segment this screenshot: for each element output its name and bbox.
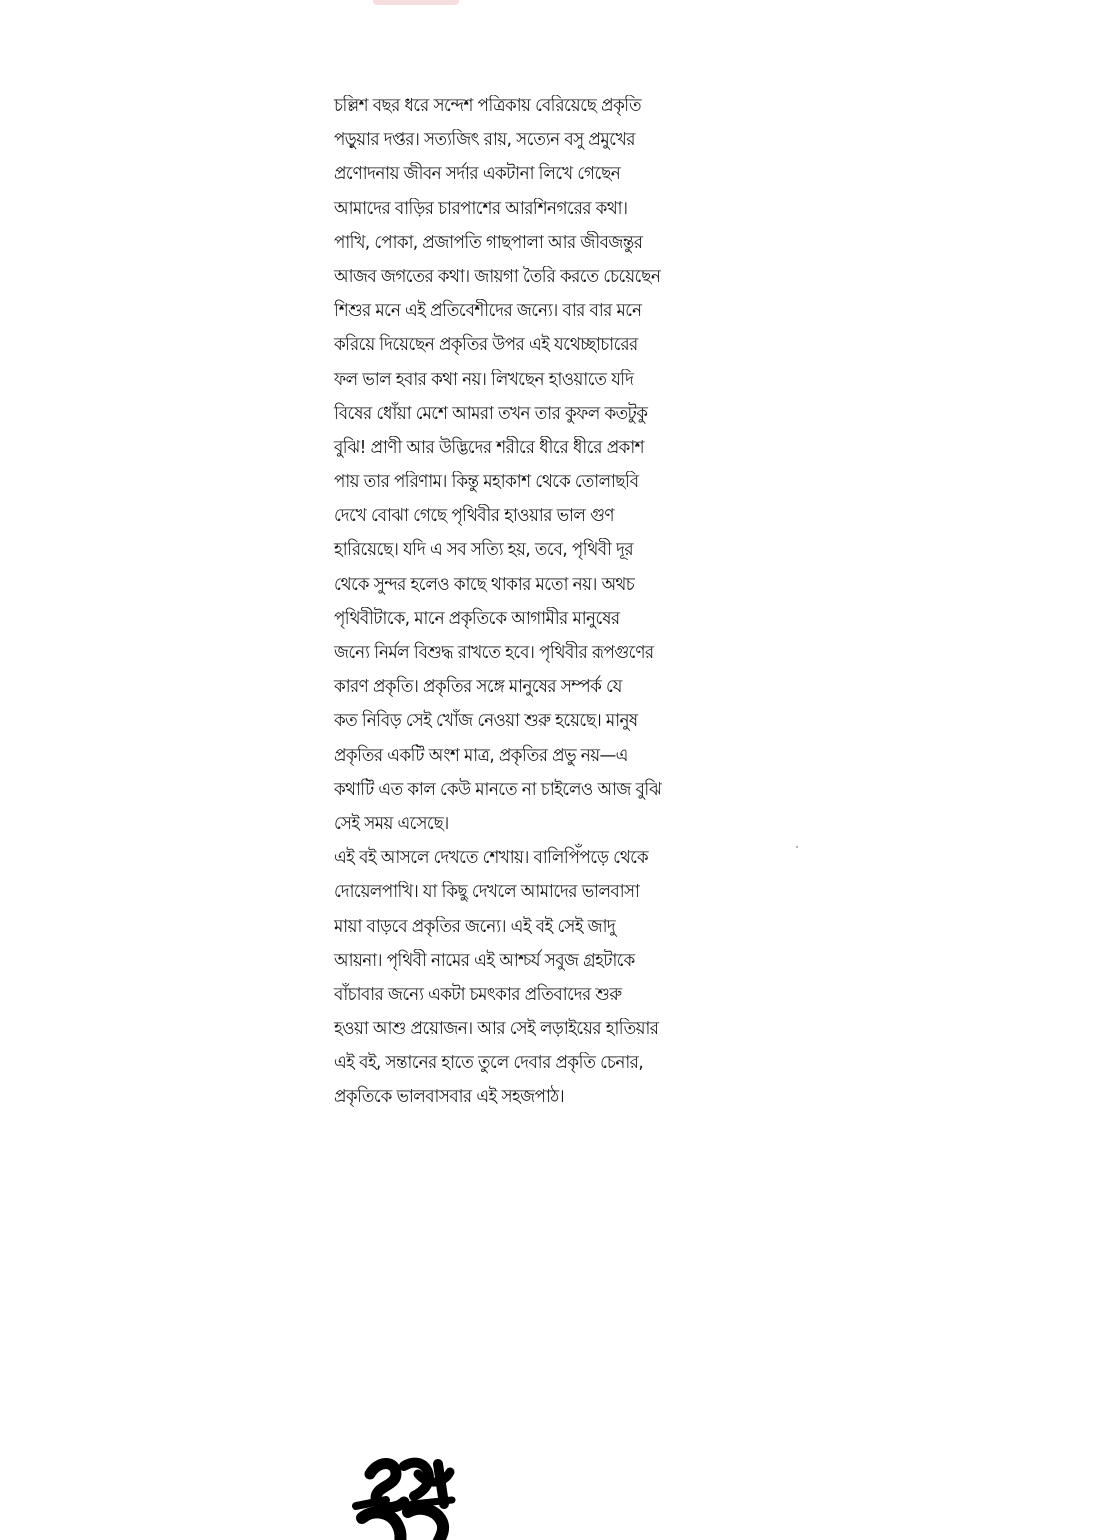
scan-speck (796, 846, 798, 848)
blurb-line: হওয়া আশু প্রয়োজন। আর সেই লড়াইয়ের হাতিয়ার (334, 1018, 659, 1040)
blurb-line: পৃথিবীটাকে, মানে প্রকৃতিকে আগামীর মানুষের (334, 607, 620, 629)
blurb-line: আমাদের বাড়ির চারপাশের আরশিনগরের কথা। (334, 197, 628, 219)
back-cover-blurb (334, 89, 724, 1115)
blurb-line: সেই সময় এসেছে। (334, 812, 449, 834)
blurb-line: বাঁচাবার জন্যে একটা চমৎকার প্রতিবাদের শুরু (334, 983, 622, 1005)
blurb-line: বিষের ধোঁয়া মেশে আমরা তখন তার কুফল কতটুকু (334, 402, 648, 424)
blurb-line: প্রকৃতিকে ভালবাসবার এই সহজপাঠ। (334, 1086, 565, 1108)
blurb-line: প্রকৃতির একটি অংশ মাত্র, প্রকৃতির প্রভু নয়—এ (334, 744, 628, 766)
blurb-line: কত নিবিড় সেই খোঁজ নেওয়া শুরু হয়েছে। মানুষ (334, 710, 638, 732)
blurb-line: দোয়েলপাখি। যা কিছু দেখলে আমাদের ভালবাসা (334, 881, 640, 903)
blurb-line: বুঝি! প্রাণী আর উদ্ভিদের শরীরে ধীরে ধীরে প্রকাশ (334, 436, 645, 458)
blurb-line: আয়না। পৃথিবী নামের এই আশ্চর্য সবুজ গ্রহটাকে (334, 949, 635, 971)
blurb-line: এই বই আসলে দেখতে শেখায়। বালিপিঁপড়ে থেকে (334, 847, 649, 869)
blurb-line: হারিয়েছে। যদি এ সব সত্যি হয়, তবে, পৃথিবী দূর (334, 539, 633, 561)
blurb-line: মায়া বাড়বে প্রকৃতির জন্যে। এই বই সেই জাদু (334, 915, 616, 937)
blurb-line: শিশুর মনে এই প্রতিবেশীদের জন্যে। বার বার মনে (334, 300, 642, 322)
blurb-line: দেখে বোঝা গেছে পৃথিবীর হাওয়ার ভাল গুণ (334, 505, 614, 527)
blurb-line: করিয়ে দিয়েছেন প্রকৃতির উপর এই যথেচ্ছাচারের (334, 334, 638, 356)
blurb-line: পাখি, পোকা, প্রজাপতি গাছপালা আর জীবজন্তুর (334, 231, 643, 253)
blurb-line: চল্লিশ বছর ধরে সন্দেশ পত্রিকায় বেরিয়েছে প্রকৃতি (334, 95, 642, 116)
blurb-line: পায় তার পরিণাম। কিন্তু মহাকাশ থেকে তোলাছবি (334, 471, 639, 493)
blurb-line: কারণ প্রকৃতি। প্রকৃতির সঙ্গে মানুষের সম্পর্ক যে (334, 676, 622, 698)
blurb-line: এই বই, সন্তানের হাতে তুলে দেবার প্রকৃতি চেনার, (334, 1052, 644, 1074)
blurb-line: প্রণোদনায় জীবন সর্দার একটানা লিখে গেছেন (334, 163, 621, 185)
blurb-line: থেকে সুন্দর হলেও কাছে থাকার মতো নয়। অথচ (334, 573, 635, 595)
blurb-line: কথাটি এত কাল কেউ মানতে না চাইলেও আজ বুঝি (334, 778, 662, 800)
blurb-line: ফল ভাল হবার কথা নয়। লিখছেন হাওয়াতে যদি (334, 368, 634, 390)
blurb-line: জন্যে নির্মল বিশুদ্ধ রাখতে হবে। পৃথিবীর রূপগুণের (334, 642, 654, 663)
publisher-logo (352, 1456, 462, 1540)
blurb-line: আজব জগতের কথা। জায়গা তৈরি করতে চেয়েছেন (334, 265, 661, 287)
top-edge-mark (373, 0, 459, 5)
blurb-line: পড়ুয়ার দপ্তর। সত্যজিৎ রায়, সত্যেন বসু প্রমুখের (334, 129, 635, 151)
